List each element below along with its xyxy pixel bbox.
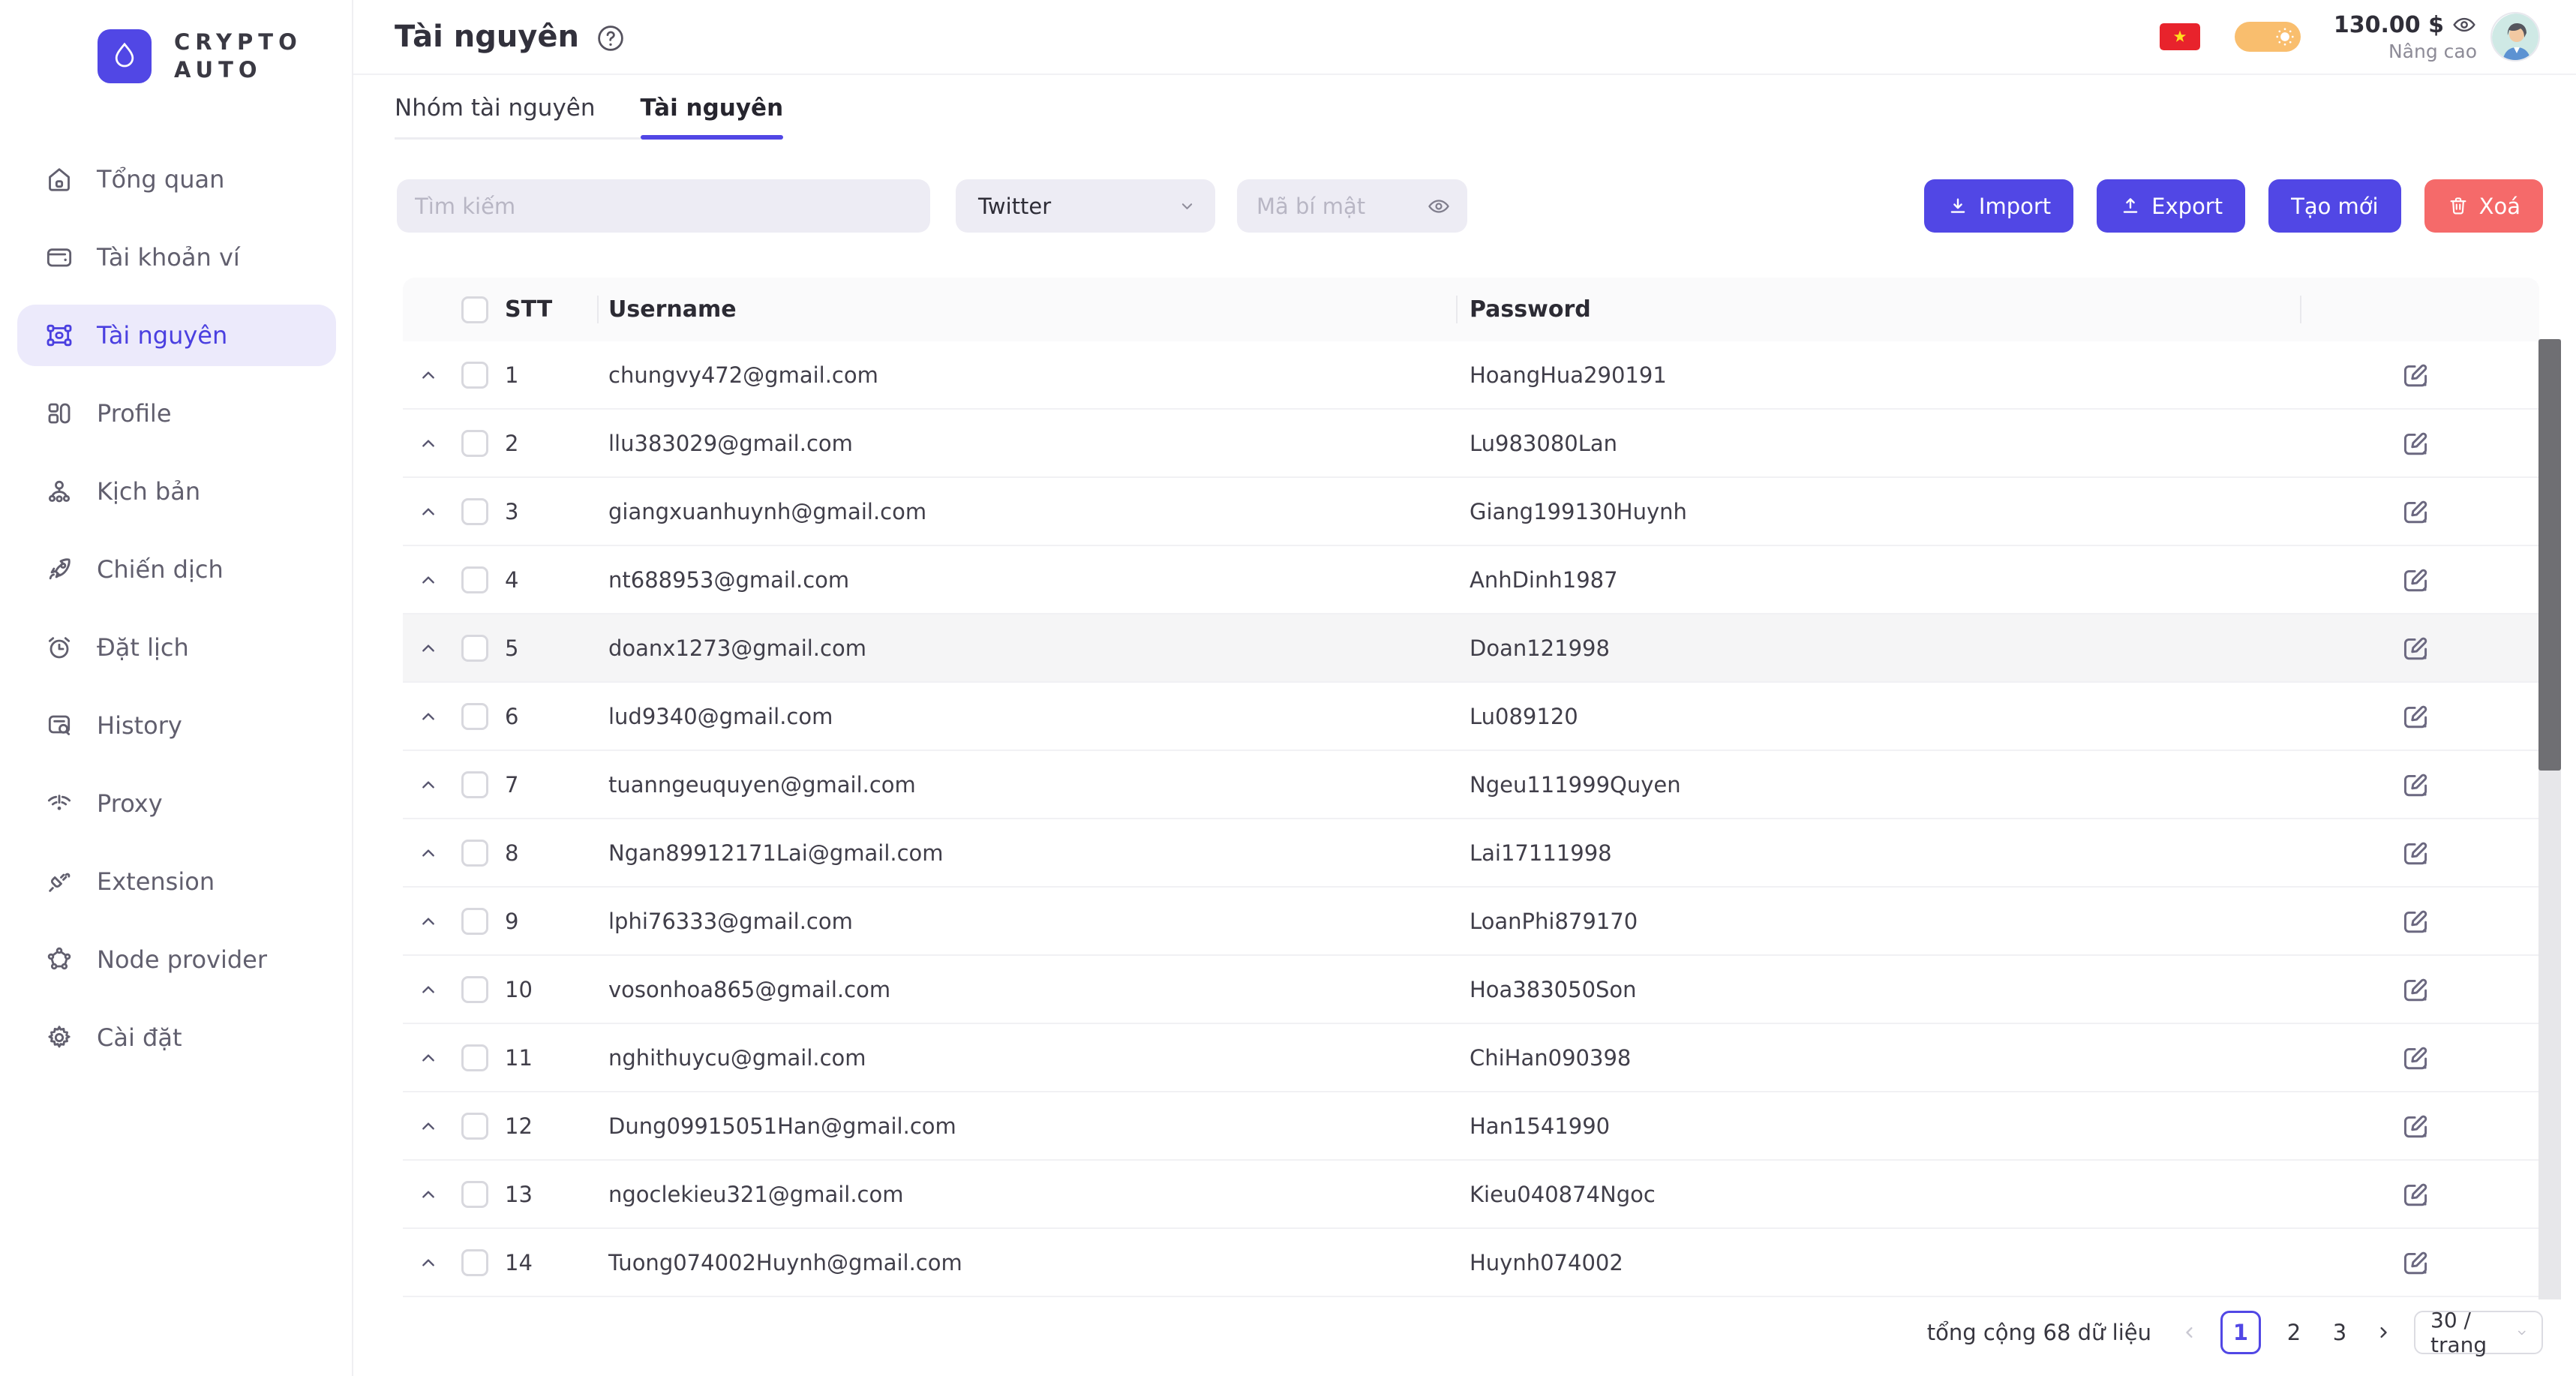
node-icon bbox=[44, 945, 74, 975]
platform-select[interactable] bbox=[956, 179, 1215, 233]
row-checkbox[interactable] bbox=[461, 976, 488, 1003]
row-stt: 14 bbox=[505, 1249, 533, 1275]
page-button-2[interactable]: 2 bbox=[2286, 1320, 2301, 1345]
row-password: Lai17111998 bbox=[1470, 840, 1612, 866]
row-checkbox[interactable] bbox=[461, 430, 488, 457]
edit-row-icon[interactable] bbox=[2399, 700, 2432, 733]
table-row bbox=[403, 956, 2539, 1024]
resources-table bbox=[403, 278, 2539, 1297]
collapse-row-icon[interactable] bbox=[416, 1182, 440, 1206]
chevron-right-icon[interactable] bbox=[2373, 1322, 2394, 1343]
table-scrollbar-thumb[interactable] bbox=[2538, 339, 2561, 771]
row-password: LoanPhi879170 bbox=[1470, 908, 1638, 934]
edit-row-icon[interactable] bbox=[2399, 973, 2432, 1006]
row-checkbox[interactable] bbox=[461, 1249, 488, 1276]
edit-row-icon[interactable] bbox=[2399, 632, 2432, 665]
row-checkbox[interactable] bbox=[461, 362, 488, 389]
table-row bbox=[403, 819, 2539, 888]
history-icon bbox=[44, 711, 74, 741]
tab-nhom-tai-nguyen[interactable]: Nhóm tài nguyên bbox=[395, 95, 641, 140]
droplet-logo-icon bbox=[98, 29, 152, 83]
row-username: nghithuycu@gmail.com bbox=[608, 1044, 866, 1071]
sidebar-item-label: Đặt lịch bbox=[97, 633, 189, 662]
row-stt: 4 bbox=[505, 566, 519, 593]
column-header-username: Username bbox=[597, 278, 1456, 341]
row-password: Han1541990 bbox=[1470, 1113, 1611, 1139]
sidebar-item-label: Cài đặt bbox=[97, 1023, 182, 1052]
row-username: giangxuanhuynh@gmail.com bbox=[608, 498, 927, 524]
table-row bbox=[403, 683, 2539, 751]
row-checkbox[interactable] bbox=[461, 771, 488, 798]
sidebar-item-label: Proxy bbox=[97, 789, 163, 818]
alarm-icon bbox=[44, 632, 74, 662]
app-logo bbox=[98, 29, 302, 84]
row-password: Doan121998 bbox=[1470, 635, 1610, 661]
row-checkbox[interactable] bbox=[461, 635, 488, 662]
row-password: Lu089120 bbox=[1470, 703, 1578, 729]
table-row bbox=[403, 341, 2539, 410]
sidebar-item-label: Tổng quan bbox=[97, 165, 225, 194]
delete-button[interactable]: Xoá bbox=[2424, 179, 2543, 233]
gear-icon bbox=[44, 1023, 74, 1053]
table-row bbox=[403, 1024, 2539, 1092]
wallet-icon bbox=[44, 242, 74, 272]
row-checkbox[interactable] bbox=[461, 566, 488, 593]
sidebar-item-history[interactable] bbox=[17, 695, 336, 756]
collapse-row-icon[interactable] bbox=[416, 1046, 440, 1070]
column-header-password: Password bbox=[1456, 278, 2300, 341]
collapse-row-icon[interactable] bbox=[416, 636, 440, 660]
row-checkbox[interactable] bbox=[461, 498, 488, 525]
extension-icon bbox=[44, 867, 74, 897]
theme-toggle[interactable] bbox=[2235, 22, 2301, 52]
row-password: AnhDinh1987 bbox=[1470, 566, 1618, 593]
table-row bbox=[403, 751, 2539, 819]
secret-field[interactable] bbox=[1237, 179, 1467, 233]
main-content bbox=[353, 0, 2576, 1376]
help-circle-icon[interactable] bbox=[594, 22, 627, 55]
action-buttons bbox=[1924, 179, 2543, 233]
collapse-row-icon[interactable] bbox=[416, 568, 440, 592]
row-username: Dung09915051Han@gmail.com bbox=[608, 1113, 956, 1139]
row-username: Tuong074002Huynh@gmail.com bbox=[608, 1249, 962, 1275]
page-size-value: 30 / trang bbox=[2430, 1308, 2487, 1357]
rocket-icon bbox=[44, 554, 74, 584]
row-stt: 1 bbox=[505, 362, 519, 388]
row-stt: 8 bbox=[505, 840, 519, 866]
row-password: Hoa383050Son bbox=[1470, 976, 1637, 1002]
row-username: chungvy472@gmail.com bbox=[608, 362, 878, 388]
collapse-row-icon[interactable] bbox=[416, 841, 440, 865]
sidebar bbox=[0, 0, 353, 1376]
edit-row-icon[interactable] bbox=[2399, 905, 2432, 938]
tabs bbox=[353, 95, 2576, 140]
row-stt: 11 bbox=[505, 1044, 533, 1071]
sidebar-item-label: Extension bbox=[97, 867, 215, 896]
chevron-down-icon bbox=[1177, 196, 1197, 216]
edit-row-icon[interactable] bbox=[2399, 427, 2432, 460]
edit-row-icon[interactable] bbox=[2399, 359, 2432, 392]
row-stt: 12 bbox=[505, 1113, 533, 1139]
row-stt: 5 bbox=[505, 635, 519, 661]
resource-icon bbox=[44, 320, 74, 350]
row-password: ChiHan090398 bbox=[1470, 1044, 1632, 1071]
edit-row-icon[interactable] bbox=[2399, 1110, 2432, 1143]
chevron-left-icon[interactable] bbox=[2179, 1322, 2200, 1343]
sidebar-item-tai-nguyen[interactable] bbox=[17, 305, 336, 366]
layout-icon bbox=[44, 398, 74, 428]
row-stt: 13 bbox=[505, 1181, 533, 1207]
home-icon bbox=[44, 164, 74, 194]
sidebar-item-label: Chiến dịch bbox=[97, 555, 224, 584]
sidebar-item-profile[interactable] bbox=[17, 383, 336, 444]
sidebar-item-extension[interactable] bbox=[17, 851, 336, 912]
edit-row-icon[interactable] bbox=[2399, 1041, 2432, 1074]
row-username: lud9340@gmail.com bbox=[608, 703, 833, 729]
sun-icon bbox=[2273, 25, 2297, 49]
platform-selected-value: Twitter bbox=[978, 193, 1052, 219]
row-stt: 6 bbox=[505, 703, 519, 729]
collapse-row-icon[interactable] bbox=[416, 773, 440, 797]
sidebar-item-label: Tài nguyên bbox=[97, 321, 228, 350]
sidebar-item-kich-ban[interactable] bbox=[17, 461, 336, 522]
sidebar-item-label: Tài khoản ví bbox=[97, 243, 240, 272]
export-button[interactable]: Export bbox=[2097, 179, 2245, 233]
collapse-row-icon[interactable] bbox=[416, 705, 440, 729]
sidebar-item-label: Node provider bbox=[97, 945, 268, 974]
brand-name: CRYPTO AUTO bbox=[174, 29, 302, 83]
search-input[interactable] bbox=[415, 194, 912, 219]
eye-icon[interactable] bbox=[2451, 12, 2477, 38]
pagination-total: tổng cộng 68 dữ liệu bbox=[1926, 1320, 2151, 1345]
page-button-3[interactable]: 3 bbox=[2332, 1320, 2347, 1345]
edit-row-icon[interactable] bbox=[2399, 495, 2432, 528]
tab-tai-nguyen[interactable]: Tài nguyên bbox=[641, 95, 784, 140]
collapse-row-icon[interactable] bbox=[416, 1251, 440, 1275]
row-stt: 2 bbox=[505, 430, 519, 456]
secret-input[interactable] bbox=[1256, 194, 1427, 219]
row-username: Ngan89912171Lai@gmail.com bbox=[608, 840, 944, 866]
row-checkbox[interactable] bbox=[461, 840, 488, 867]
sidebar-item-label: History bbox=[97, 711, 182, 740]
sidebar-item-label: Kịch bản bbox=[97, 477, 201, 506]
edit-row-icon[interactable] bbox=[2399, 837, 2432, 870]
trash-icon bbox=[2447, 195, 2469, 218]
table-row bbox=[403, 1161, 2539, 1229]
page-size-select[interactable] bbox=[2414, 1308, 2543, 1357]
table-row bbox=[403, 1092, 2539, 1161]
sidebar-menu bbox=[0, 149, 353, 1068]
row-username: tuanngeuquyen@gmail.com bbox=[608, 771, 916, 798]
user-avatar[interactable] bbox=[2490, 12, 2540, 62]
sidebar-item-chien-dich[interactable] bbox=[17, 539, 336, 600]
edit-row-icon[interactable] bbox=[2399, 1246, 2432, 1279]
sidebar-item-label: Profile bbox=[97, 399, 172, 428]
table-row bbox=[403, 410, 2539, 478]
row-checkbox[interactable] bbox=[461, 703, 488, 730]
collapse-row-icon[interactable] bbox=[416, 1114, 440, 1138]
page-button-1[interactable]: 1 bbox=[2220, 1311, 2261, 1354]
collapse-row-icon[interactable] bbox=[416, 363, 440, 387]
page-title: Tài nguyên bbox=[395, 20, 579, 54]
edit-row-icon[interactable] bbox=[2399, 768, 2432, 801]
table-header bbox=[403, 278, 2539, 341]
sidebar-item-proxy[interactable] bbox=[17, 773, 336, 834]
collapse-row-icon[interactable] bbox=[416, 978, 440, 1002]
select-all-checkbox[interactable] bbox=[461, 296, 488, 323]
row-stt: 9 bbox=[505, 908, 519, 934]
language-flag-vn[interactable] bbox=[2160, 23, 2200, 50]
row-username: llu383029@gmail.com bbox=[608, 430, 853, 456]
column-header-stt: STT bbox=[505, 296, 553, 323]
search-field[interactable] bbox=[397, 179, 930, 233]
table-row bbox=[403, 888, 2539, 956]
row-password: Giang199130Huynh bbox=[1470, 498, 1687, 524]
show-secret-eye-icon[interactable] bbox=[1427, 194, 1451, 218]
row-password: HoangHua290191 bbox=[1470, 362, 1667, 388]
collapse-row-icon[interactable] bbox=[416, 909, 440, 933]
create-button[interactable]: Tạo mới bbox=[2268, 179, 2401, 233]
balance-block bbox=[2334, 12, 2477, 62]
row-stt: 3 bbox=[505, 498, 519, 524]
collapse-row-icon[interactable] bbox=[416, 500, 440, 524]
row-username: ngoclekieu321@gmail.com bbox=[608, 1181, 904, 1207]
row-checkbox[interactable] bbox=[461, 1181, 488, 1208]
scenario-icon bbox=[44, 476, 74, 506]
row-password: Lu983080Lan bbox=[1470, 430, 1618, 456]
row-username: doanx1273@gmail.com bbox=[608, 635, 866, 661]
row-stt: 7 bbox=[505, 771, 519, 798]
sidebar-item-cai-dat[interactable] bbox=[17, 1007, 336, 1068]
edit-row-icon[interactable] bbox=[2399, 563, 2432, 596]
row-password: Ngeu111999Quyen bbox=[1470, 771, 1681, 798]
balance-amount: 130.00 $ bbox=[2333, 11, 2444, 38]
row-checkbox[interactable] bbox=[461, 1044, 488, 1071]
edit-row-icon[interactable] bbox=[2399, 1178, 2432, 1211]
table-row bbox=[403, 478, 2539, 546]
table-row bbox=[403, 546, 2539, 614]
upgrade-hint[interactable]: Nâng cao bbox=[2388, 40, 2477, 62]
row-password: Kieu040874Ngoc bbox=[1470, 1181, 1656, 1207]
download-icon bbox=[1947, 195, 1969, 218]
row-username: nt688953@gmail.com bbox=[608, 566, 850, 593]
topbar-right bbox=[2160, 12, 2540, 62]
table-row bbox=[403, 1229, 2539, 1297]
row-password: Huynh074002 bbox=[1470, 1249, 1623, 1275]
upload-icon bbox=[2119, 195, 2142, 218]
sidebar-item-dat-lich[interactable] bbox=[17, 617, 336, 678]
sidebar-item-node-provider[interactable] bbox=[17, 929, 336, 990]
table-body bbox=[403, 341, 2539, 1297]
proxy-icon bbox=[44, 789, 74, 819]
sidebar-item-tai-khoan-vi[interactable] bbox=[17, 227, 336, 288]
collapse-row-icon[interactable] bbox=[416, 431, 440, 455]
table-row bbox=[403, 614, 2539, 683]
chevron-down-icon bbox=[2514, 1323, 2529, 1341]
row-stt: 10 bbox=[505, 976, 533, 1002]
row-checkbox[interactable] bbox=[461, 908, 488, 935]
row-username: lphi76333@gmail.com bbox=[608, 908, 853, 934]
row-checkbox[interactable] bbox=[461, 1113, 488, 1140]
toolbar bbox=[397, 179, 2543, 233]
import-button[interactable]: Import bbox=[1924, 179, 2073, 233]
sidebar-item-tong-quan[interactable] bbox=[17, 149, 336, 210]
row-username: vosonhoa865@gmail.com bbox=[608, 976, 891, 1002]
topbar bbox=[353, 0, 2576, 75]
pagination bbox=[1926, 1308, 2543, 1357]
